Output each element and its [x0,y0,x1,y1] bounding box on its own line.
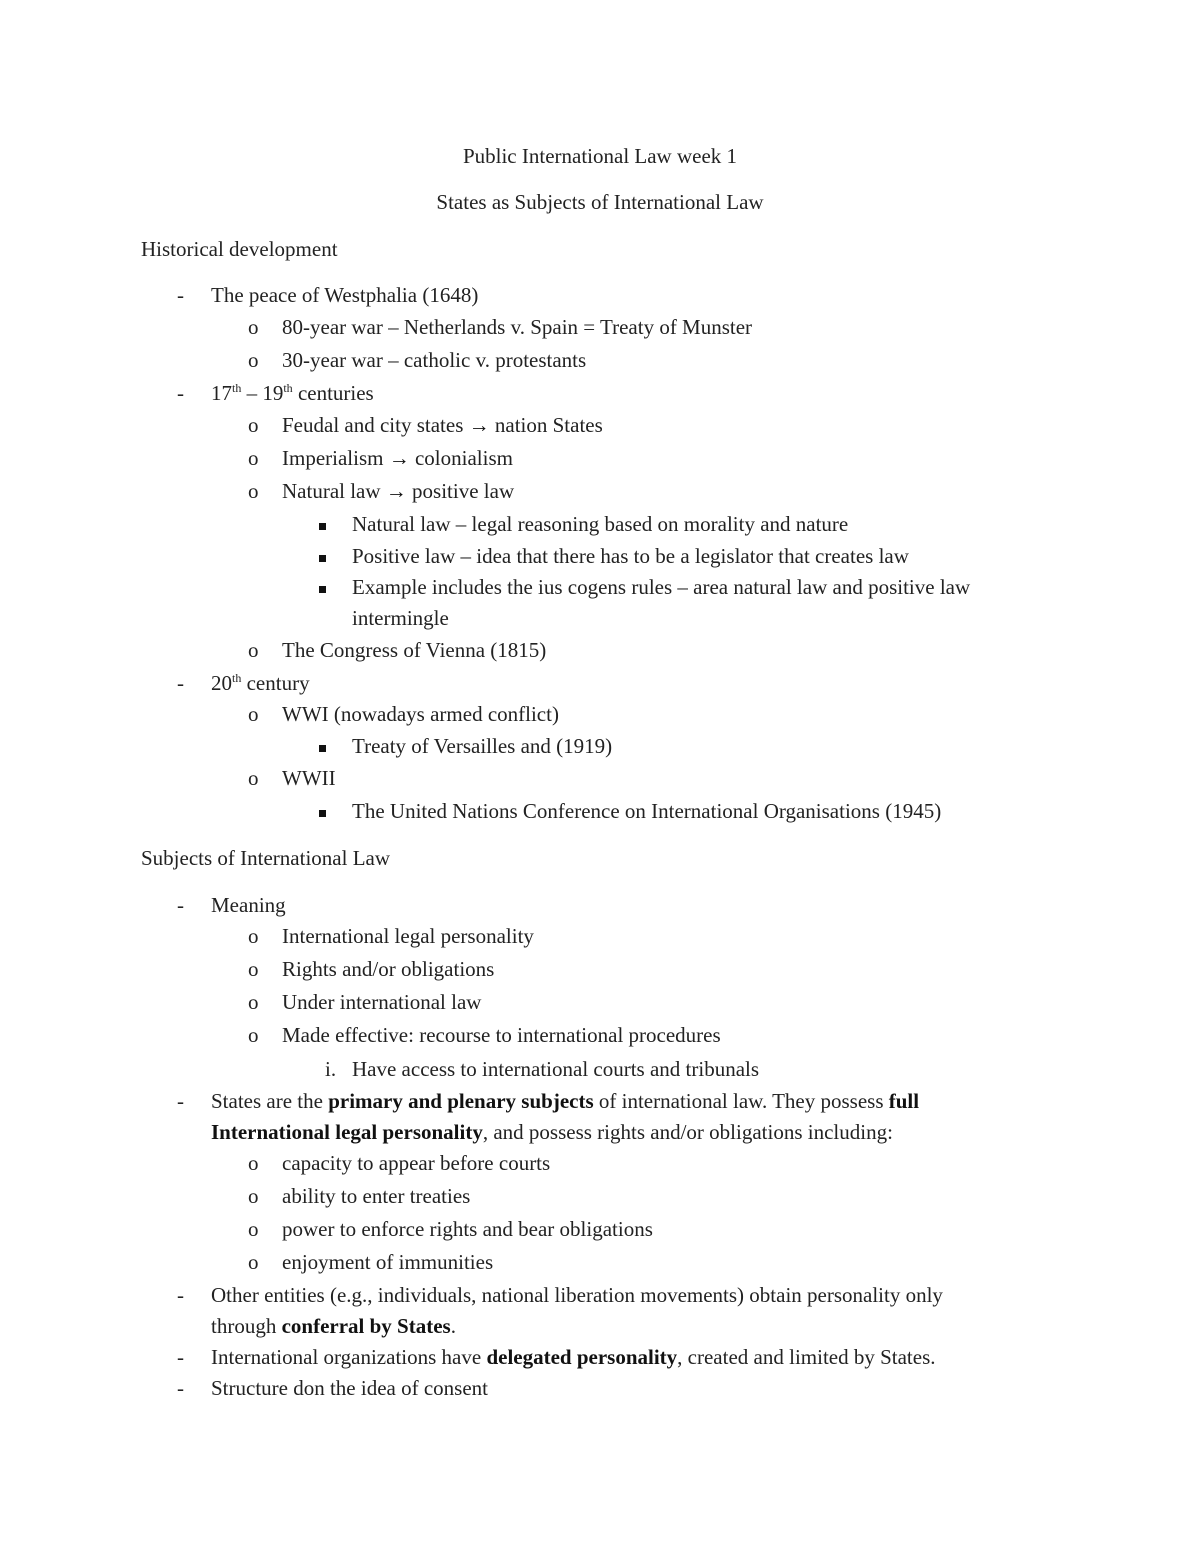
circle-bullet: o [248,413,259,437]
square-bullet-icon [319,571,326,602]
list-item-30-year-war: 30-year war – catholic v. protestants [282,348,587,372]
circle-bullet: o [248,446,259,470]
list-item-congress-vienna: The Congress of Vienna (1815) [282,638,547,662]
list-item-immunities: enjoyment of immunities [282,1250,494,1274]
list-item-17th-19th-centuries: 17th – 19th centuries [211,381,374,405]
dash-bullet: - [177,1283,184,1307]
circle-bullet: o [248,957,259,981]
arrow-right-icon: → [388,446,410,470]
list-item-under-law: Under international law [282,990,482,1014]
list-item-international-orgs: International organizations have delegated personality, created and limited by States. [211,1345,936,1369]
list-item-natural-law: Natural law → positive law [282,479,515,503]
circle-bullet: o [248,1184,259,1208]
list-item-states-primary-cont: International legal personality, and possess rights and/or obligations including: [211,1120,893,1144]
list-item-versailles: Treaty of Versailles and (1919) [352,734,613,758]
arrow-right-icon: → [385,479,407,503]
list-item-rights: Rights and/or obligations [282,957,495,981]
dash-bullet: - [177,671,184,695]
roman-numeral-marker: i. [325,1057,337,1081]
arrow-right-icon: → [468,413,490,437]
circle-bullet: o [248,924,259,948]
section-heading-subjects: Subjects of International Law [141,846,391,870]
list-item-treaties: ability to enter treaties [282,1184,471,1208]
list-item-feudal-states: Feudal and city states → nation States [282,413,603,437]
list-item-westphalia: The peace of Westphalia (1648) [211,283,479,307]
list-item-capacity-courts: capacity to appear before courts [282,1151,551,1175]
list-item-20th-century: 20th century [211,671,310,695]
doc-subtitle: States as Subjects of International Law [436,190,764,214]
list-item-made-effective: Made effective: recourse to international procedures [282,1023,721,1047]
list-item-other-entities: Other entities (e.g., individuals, national liberation movements) obtain personality only [211,1283,943,1307]
list-item-wwii: WWII [282,766,336,790]
list-item-80-year-war: 80-year war – Netherlands v. Spain = Treaty of Munster [282,315,753,339]
list-item-positive-law-def: Positive law – idea that there has to be a legislator that creates law [352,544,909,568]
square-bullet-icon [319,540,326,571]
list-item-states-primary: States are the primary and plenary subjects of international law. They possess full [211,1089,920,1113]
circle-bullet: o [248,1151,259,1175]
square-bullet-icon [319,730,326,761]
list-item-wwi: WWI (nowadays armed conflict) [282,702,559,726]
dash-bullet: - [177,1089,184,1113]
list-item-legal-personality: International legal personality [282,924,534,948]
list-item-imperialism: Imperialism → colonialism [282,446,513,470]
circle-bullet: o [248,1250,259,1274]
dash-bullet: - [177,1345,184,1369]
doc-title: Public International Law week 1 [462,144,738,168]
dash-bullet: - [177,283,184,307]
list-item-natural-law-def: Natural law – legal reasoning based on morality and nature [352,512,849,536]
list-item-consent: Structure don the idea of consent [211,1376,488,1400]
list-item-access-courts: Have access to international courts and tribunals [352,1057,760,1081]
list-item-ius-cogens: Example includes the ius cogens rules – area natural law and positive law [352,575,971,599]
dash-bullet: - [177,1376,184,1400]
list-item-un-conference: The United Nations Conference on International Organisations (1945) [352,799,942,823]
list-item-meaning: Meaning [211,893,286,917]
square-bullet-icon [319,508,326,539]
circle-bullet: o [248,348,259,372]
list-item-ius-cogens-cont: intermingle [352,606,449,630]
dash-bullet: - [177,893,184,917]
square-bullet-icon [319,795,326,826]
circle-bullet: o [248,702,259,726]
dash-bullet: - [177,381,184,405]
circle-bullet: o [248,990,259,1014]
circle-bullet: o [248,638,259,662]
list-item-other-entities-cont: through conferral by States. [211,1314,456,1338]
section-heading-historical: Historical development [141,237,338,261]
circle-bullet: o [248,766,259,790]
circle-bullet: o [248,1023,259,1047]
circle-bullet: o [248,1217,259,1241]
circle-bullet: o [248,315,259,339]
list-item-enforce-rights: power to enforce rights and bear obligations [282,1217,653,1241]
circle-bullet: o [248,479,259,503]
